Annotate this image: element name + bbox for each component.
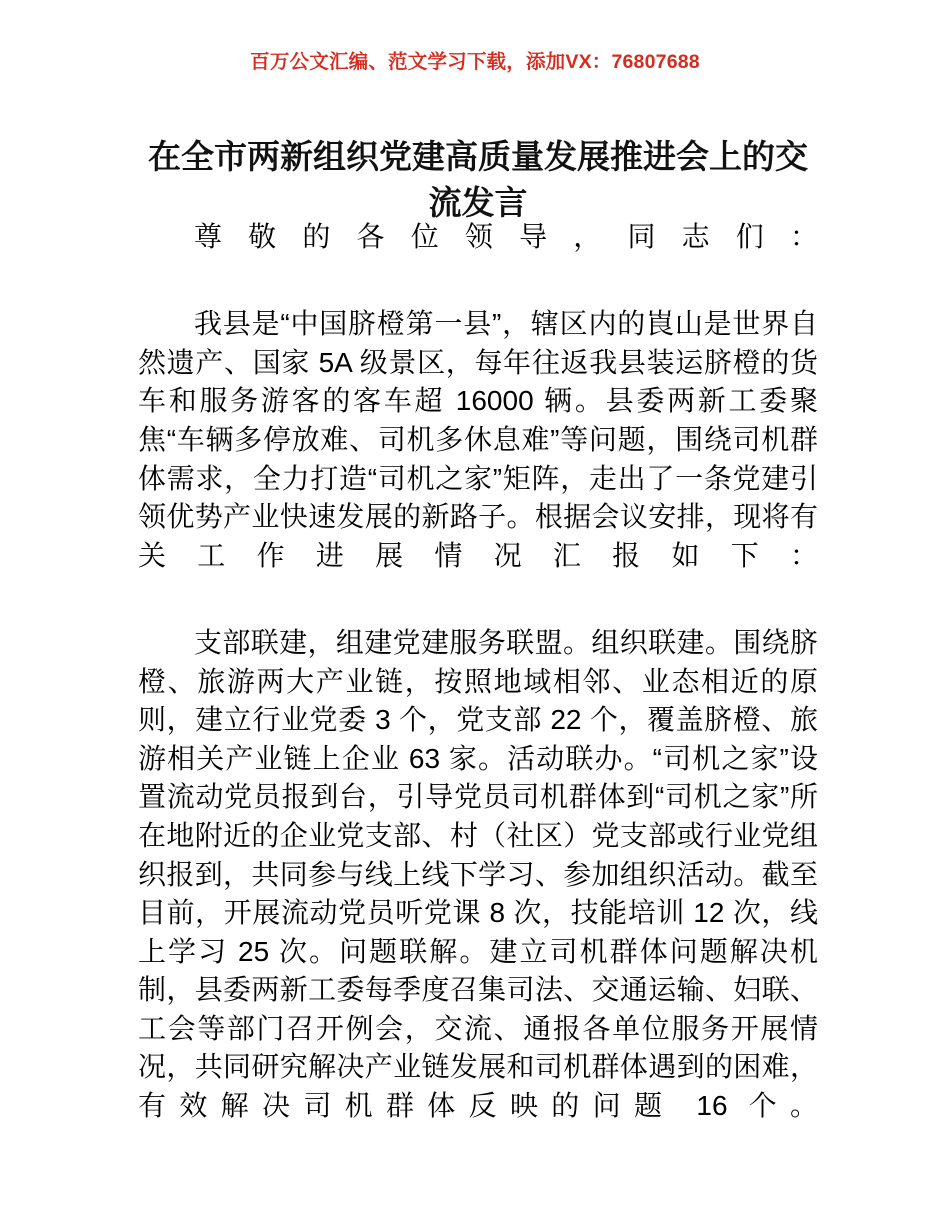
promo-header-banner: 百万公文汇编、范文学习下载，添加VX：76807688: [250, 51, 700, 73]
document-title: 在全市两新组织党建高质量发展推进会上的交流发言: [148, 138, 808, 222]
paragraph-1: 我县是“中国脐橙第一县”，辖区内的崀山是世界自然遗产、国家 5A 级景区，每年往返我县装运脐橙的货车和服务游客的客车超 16000 辆。县委两新工委聚焦“车辆多停放难、司机多休息难”等问题，围绕司机群体需求，全力打造“司机之家”矩阵，走出了一条党建引领优势产业快速发展的新路子。根据会议安排，现将有关工作进展情况汇报如下：: [138, 308, 818, 571]
paragraph-2: 支部联建，组建党建服务联盟。组织联建。围绕脐橙、旅游两大产业链，按照地域相邻、业态相近的原则，建立行业党委 3 个，党支部 22 个，覆盖脐橙、旅游相关产业链上企业 63 家。活动联办。“司机之家”设置流动党员报到台，引导党员司机群体到“司机之家”所在地附近的企业党支部、村（社区）党支部或行业党组织报到，共同参与线上线下学习、参加组织活动。截至目前，开展流动党员听党课 8 次，技能培训 12 次，线上学习 25 次。问题联解。建立司机群体问题解决机制，县委两新工委每季度召集司法、交通运输、妇联、工会等部门召开例会，交流、通报各单位服务开展情况，共同研究解决产业链发展和司机群体遇到的困难，有效解决司机群体反映的问题 16 个。: [138, 626, 818, 1122]
paragraph-salutation: 尊敬的各位领导，同志们：: [194, 221, 818, 252]
document-body: [138, 218, 818, 1164]
